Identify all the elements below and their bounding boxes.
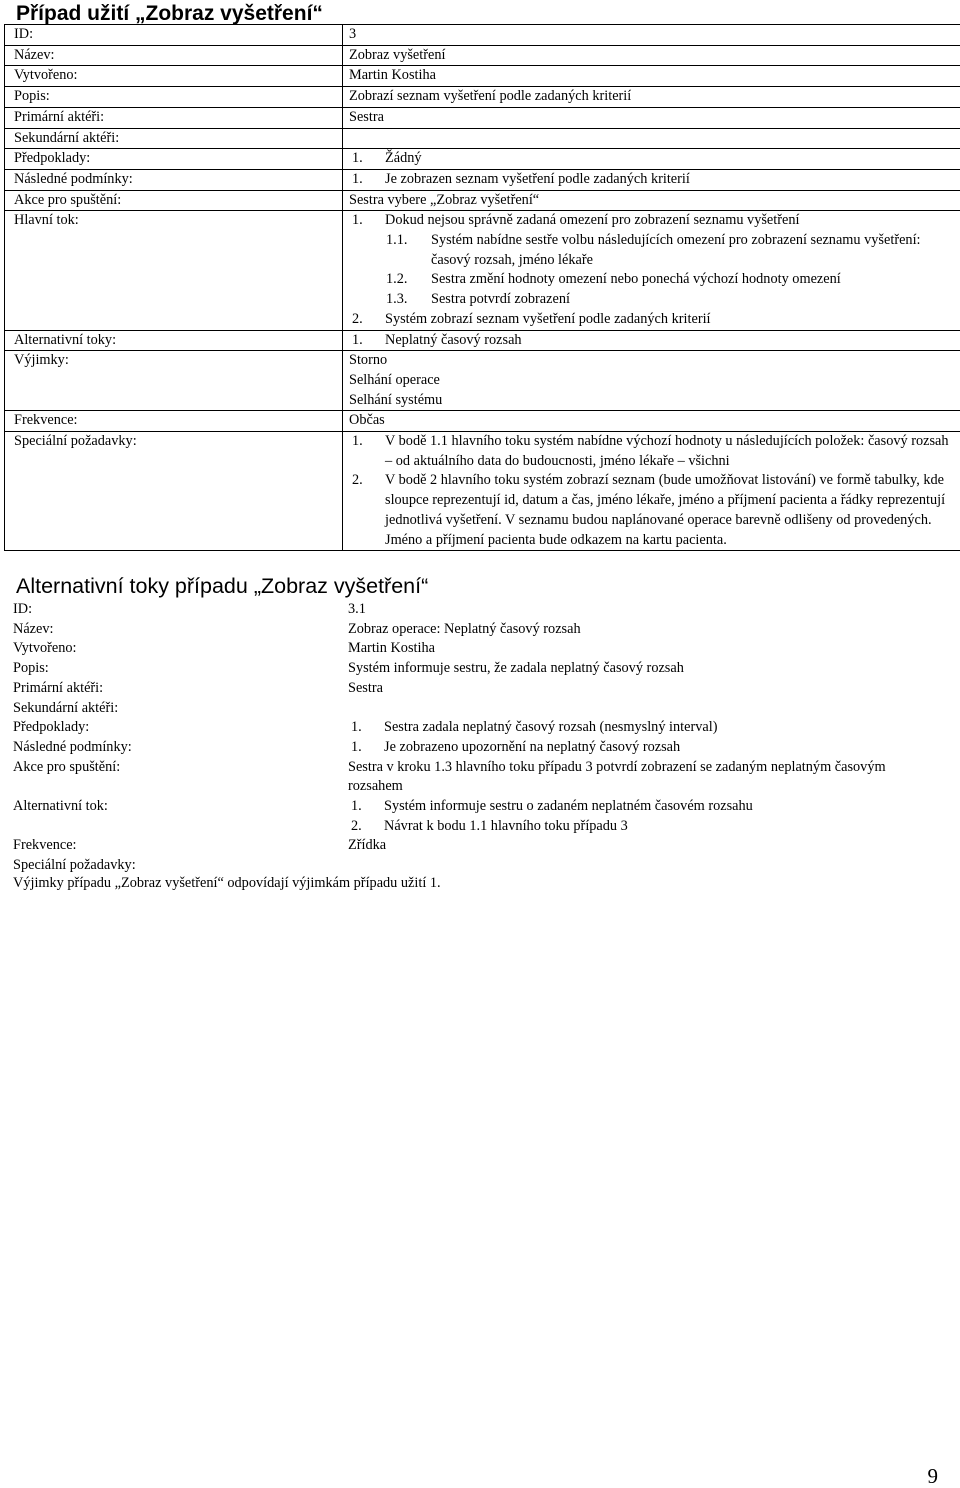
list-number: 1.: [352, 211, 363, 231]
row-label: Následné podmínky:: [5, 169, 343, 190]
row-label: Alternativní toky:: [5, 330, 343, 351]
special-list: [343, 432, 960, 551]
list-item: [349, 270, 960, 290]
row-label: Sekundární aktéři:: [5, 128, 343, 149]
row-value: Systém informuje sestru, že zadala neplatný časový rozsah: [342, 659, 960, 679]
table-row: [5, 169, 960, 190]
row-label: Předpoklady:: [4, 718, 342, 738]
row-label: Název:: [4, 620, 342, 640]
list-number: 1.3.: [386, 290, 407, 310]
row-label: Výjimky:: [5, 351, 343, 411]
list-item: [349, 211, 960, 231]
table-row: [5, 149, 960, 170]
list-text: Neplatný časový rozsah: [385, 332, 522, 348]
list-number: 1.: [352, 331, 363, 351]
list-item: [349, 310, 960, 330]
row-value: Zobraz vyšetření: [343, 45, 960, 66]
table-row: [5, 190, 960, 211]
table-row: [4, 639, 960, 659]
row-label: Primární aktéři:: [5, 107, 343, 128]
table-row: [5, 128, 960, 149]
row-label: Alternativní tok:: [4, 797, 342, 836]
list-item: [348, 797, 960, 817]
list-text: Žádný: [385, 150, 422, 166]
table-row: [4, 856, 960, 876]
row-label: Popis:: [4, 659, 342, 679]
list-text: Je zobrazen seznam vyšetření podle zadaných kriterií: [385, 171, 690, 187]
row-value: [342, 699, 960, 719]
list-number: 2.: [351, 817, 362, 837]
table-row: [4, 797, 960, 836]
list-text: V bodě 2 hlavního toku systém zobrazí seznam (bude umožňovat listování) ve formě tabulky, kde sloupce reprezentují id, datum a čas, jméno lékaře, jméno a příjmení pacienta a řádky reprezentují jednotlivá vyšetření. V seznamu budou naplánované operace barevně odlišeny od provedených. Jméno a příjmení pacienta bude odkazem na kartu pacienta.: [385, 472, 945, 547]
row-value: [343, 149, 960, 170]
row-label: ID:: [4, 600, 342, 620]
row-value: [342, 738, 960, 758]
row-value: Sestra: [343, 107, 960, 128]
row-label: Speciální požadavky:: [4, 856, 342, 876]
list-text: Systém informuje sestru o zadaném neplatném časovém rozsahu: [384, 798, 753, 814]
table-row: [4, 679, 960, 699]
row-label: Následné podmínky:: [4, 738, 342, 758]
row-value: Zobrazí seznam vyšetření podle zadaných kriterií: [343, 87, 960, 108]
list-item: [349, 471, 950, 550]
table-row: [4, 659, 960, 679]
row-value: 3: [343, 25, 960, 46]
alt-flow-list: [342, 797, 960, 836]
table-row: [5, 25, 960, 46]
case2-title: Alternativní toky případu „Zobraz vyšetření“: [16, 573, 428, 599]
list-item: [349, 331, 960, 351]
row-value: Občas: [343, 411, 960, 432]
list-item: Storno: [349, 351, 960, 371]
case1-title: Případ užití „Zobraz vyšetření“: [16, 2, 323, 26]
table-row: [5, 211, 960, 330]
row-label: Vytvořeno:: [4, 639, 342, 659]
table-row: [4, 758, 960, 797]
main-flow-list: [343, 211, 960, 330]
row-value: Martin Kostiha: [343, 66, 960, 87]
list-item: [348, 817, 960, 837]
list-text: V bodě 1.1 hlavního toku systém nabídne výchozí hodnoty u následujících položek: časový rozsah – od aktuálního data do budoucnosti, jméno lékaře – všichni: [385, 433, 949, 469]
list-number: 1.: [351, 738, 362, 758]
row-value: Sestra: [342, 679, 960, 699]
list-number: 1.: [351, 797, 362, 817]
row-label: Vytvořeno:: [5, 66, 343, 87]
list-item: [349, 290, 960, 310]
list-item: Selhání systému: [349, 391, 960, 411]
table-row: [5, 107, 960, 128]
row-value: [342, 718, 960, 738]
row-label: Předpoklady:: [5, 149, 343, 170]
list-number: 1.: [352, 170, 363, 190]
list-number: 2.: [352, 310, 363, 330]
row-label: Frekvence:: [5, 411, 343, 432]
list-text: Systém nabídne sestře volbu následujících omezení pro zobrazení seznamu vyšetření: časový rozsah, jméno lékaře: [431, 232, 921, 268]
row-label: Hlavní tok:: [5, 211, 343, 330]
table-row: [4, 699, 960, 719]
row-value: [342, 856, 960, 876]
row-value: Martin Kostiha: [342, 639, 960, 659]
list-item: [348, 738, 960, 758]
row-value: 3.1: [342, 600, 960, 620]
table-row: [5, 66, 960, 87]
list-text: Sestra zadala neplatný časový rozsah (nesmyslný interval): [384, 719, 717, 735]
list-number: 2.: [352, 471, 363, 491]
row-value: [343, 128, 960, 149]
table-row: [5, 411, 960, 432]
row-label: Speciální požadavky:: [5, 432, 343, 551]
row-label: Akce pro spuštění:: [4, 758, 342, 797]
list-item: [349, 231, 960, 270]
table-row: [5, 87, 960, 108]
table-row: [4, 836, 960, 856]
list-number: 1.: [352, 432, 363, 452]
list-number: 1.: [351, 718, 362, 738]
table-row: [5, 432, 960, 551]
table-row: [4, 620, 960, 640]
row-value: Sestra v kroku 1.3 hlavního toku případu 3 potvrdí zobrazení se zadaným neplatným časovým rozsahem: [342, 758, 960, 797]
table-row: [4, 600, 960, 620]
exceptions-note: Výjimky případu „Zobraz vyšetření“ odpovídají výjimkám případu užití 1.: [13, 874, 441, 894]
list-item: [349, 170, 960, 190]
list-text: Systém zobrazí seznam vyšetření podle zadaných kriterií: [385, 311, 711, 327]
table-row: [5, 330, 960, 351]
list-number: 1.: [352, 149, 363, 169]
row-label: ID:: [5, 25, 343, 46]
table-row: [4, 718, 960, 738]
table-row: [5, 45, 960, 66]
row-label: Akce pro spuštění:: [5, 190, 343, 211]
row-value: Zobraz operace: Neplatný časový rozsah: [342, 620, 960, 640]
list-text: Je zobrazeno upozornění na neplatný časový rozsah: [384, 739, 680, 755]
row-label: Frekvence:: [4, 836, 342, 856]
list-item: Selhání operace: [349, 371, 960, 391]
row-value: [343, 169, 960, 190]
row-label: Název:: [5, 45, 343, 66]
exceptions-list: [343, 351, 960, 411]
row-label: Primární aktéři:: [4, 679, 342, 699]
list-text: Sestra potvrdí zobrazení: [431, 291, 570, 307]
table-row: [4, 738, 960, 758]
list-number: 1.2.: [386, 270, 407, 290]
row-value: Zřídka: [342, 836, 960, 856]
page-number: 9: [928, 1464, 939, 1488]
row-label: Sekundární aktéři:: [4, 699, 342, 719]
list-text: Sestra změní hodnoty omezení nebo ponechá výchozí hodnoty omezení: [431, 271, 841, 287]
list-item: [348, 718, 960, 738]
row-value: [343, 330, 960, 351]
row-value: Sestra vybere „Zobraz vyšetření“: [343, 190, 960, 211]
list-item: [349, 432, 950, 471]
list-item: [349, 149, 960, 169]
list-text: Dokud nejsou správně zadaná omezení pro zobrazení seznamu vyšetření: [385, 212, 799, 228]
row-label: Popis:: [5, 87, 343, 108]
list-text: Návrat k bodu 1.1 hlavního toku případu 3: [384, 818, 628, 834]
list-number: 1.1.: [386, 231, 407, 251]
case1-table: [4, 24, 960, 551]
table-row: [5, 351, 960, 411]
case2-table: [4, 600, 960, 876]
